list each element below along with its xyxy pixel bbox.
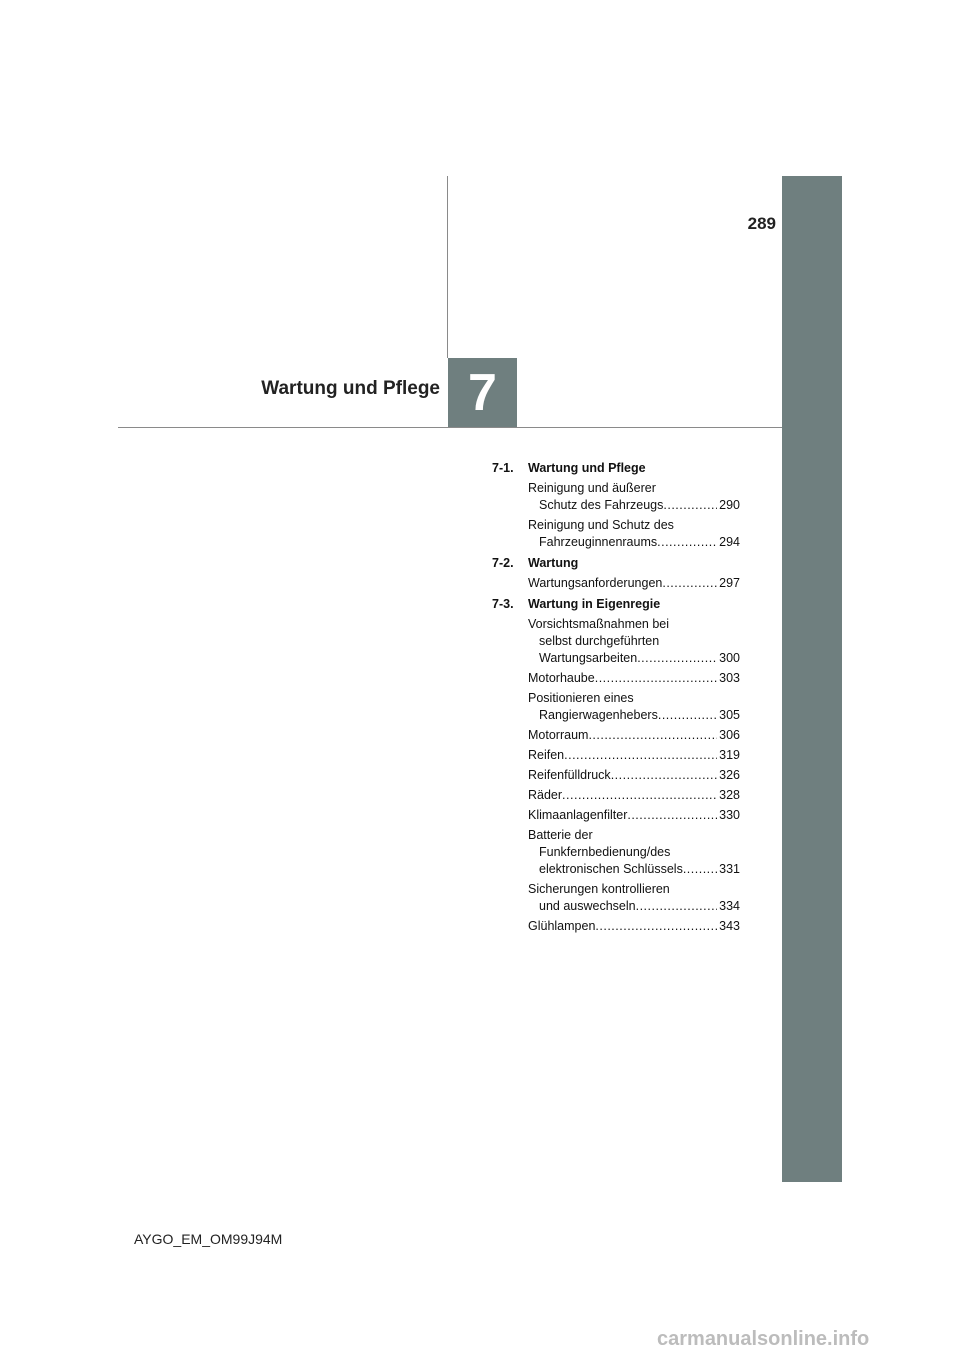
document-code: AYGO_EM_OM99J94M — [134, 1231, 283, 1247]
toc-page-number: 297 — [719, 576, 740, 590]
toc-entry-text: Reifen — [528, 748, 565, 762]
watermark: carmanualsonline.info — [657, 1328, 870, 1350]
horizontal-rule — [118, 427, 782, 428]
toc-dot-leader — [683, 861, 717, 878]
toc-entry-line — [528, 747, 740, 764]
toc-section — [492, 555, 740, 592]
toc-entry-text: Sicherungen kontrollieren — [528, 882, 670, 896]
toc-entry-line — [528, 497, 740, 514]
toc-entry-text: Klimaanlagenfilter — [528, 808, 628, 822]
toc-dot-leader — [636, 898, 718, 915]
toc-entry-line — [528, 707, 740, 724]
vertical-rule — [447, 176, 448, 358]
toc-dot-leader — [595, 670, 717, 687]
toc-section — [492, 460, 740, 551]
chapter-number-box — [448, 358, 517, 427]
toc-page-number: 300 — [719, 651, 740, 665]
toc-entry-line — [528, 575, 740, 592]
toc-dot-leader — [595, 918, 717, 935]
chapter-title: Wartung und Pflege — [261, 378, 440, 399]
toc-dot-leader — [564, 747, 717, 764]
toc-section-number: 7-3. — [492, 597, 514, 611]
toc-entry-text: Reinigung und Schutz des — [528, 518, 674, 532]
toc-page-number: 328 — [719, 788, 740, 802]
toc-entry[interactable] — [528, 918, 740, 935]
page-number: 289 — [747, 214, 776, 233]
toc-dot-leader — [663, 497, 717, 514]
toc-entry[interactable] — [528, 747, 740, 764]
toc-page-number: 290 — [719, 498, 740, 512]
toc-entry-text: Rangierwagenhebers — [539, 708, 658, 722]
toc-page-number: 334 — [719, 899, 740, 913]
toc-entry-line — [528, 861, 740, 878]
toc-page-number: 331 — [719, 862, 740, 876]
toc-dot-leader — [611, 767, 717, 784]
toc-entry-line — [528, 650, 740, 667]
toc-section-title: Wartung und Pflege — [528, 461, 646, 475]
toc-dot-leader — [657, 534, 717, 551]
toc-entry[interactable] — [528, 690, 740, 724]
toc-entry-text: Schutz des Fahrzeugs — [539, 498, 664, 512]
toc-dot-leader — [658, 707, 717, 724]
toc-entry-line — [528, 727, 740, 744]
toc-section-heading — [492, 596, 740, 613]
toc-entry[interactable] — [528, 480, 740, 514]
toc-page-number: 326 — [719, 768, 740, 782]
table-of-contents — [492, 460, 740, 939]
toc-page-number: 303 — [719, 671, 740, 685]
side-chapter-tab — [782, 176, 842, 1182]
toc-page-number: 306 — [719, 728, 740, 742]
toc-entry-line — [528, 898, 740, 915]
chapter-number: 7 — [468, 363, 497, 422]
toc-section-heading — [492, 555, 740, 572]
toc-section — [492, 596, 740, 935]
toc-entry[interactable] — [528, 787, 740, 804]
toc-page-number: 305 — [719, 708, 740, 722]
toc-entry[interactable] — [528, 807, 740, 824]
toc-entry-line — [528, 918, 740, 935]
toc-entry-text: Wartungsanforderungen — [528, 576, 663, 590]
toc-entry-text: Positionieren eines — [528, 691, 634, 705]
toc-section-heading — [492, 460, 740, 477]
toc-entry-text: elektronischen Schlüssels — [539, 862, 683, 876]
toc-dot-leader — [588, 727, 717, 744]
toc-dot-leader — [627, 807, 717, 824]
toc-entry-line — [528, 767, 740, 784]
toc-entry[interactable] — [528, 767, 740, 784]
toc-entry-text: selbst durchgeführten — [539, 634, 660, 648]
toc-entry-text: Funkfernbedienung/des — [539, 845, 671, 859]
toc-entry-text: Glühlampen — [528, 919, 596, 933]
toc-section-number: 7-1. — [492, 461, 514, 475]
toc-entry-text: Motorraum — [528, 728, 589, 742]
toc-entry-text: Wartungsarbeiten — [539, 651, 638, 665]
toc-entry-text: Fahrzeuginnenraums — [539, 535, 658, 549]
toc-dot-leader — [662, 575, 717, 592]
toc-entry[interactable] — [528, 575, 740, 592]
toc-entry-line — [528, 534, 740, 551]
toc-section-title: Wartung — [528, 556, 579, 570]
toc-section-number: 7-2. — [492, 556, 514, 570]
toc-entry-line — [528, 670, 740, 687]
toc-section-title: Wartung in Eigenregie — [528, 597, 661, 611]
toc-page-number: 294 — [719, 535, 740, 549]
toc-entry[interactable] — [528, 827, 740, 878]
toc-entry[interactable] — [528, 727, 740, 744]
toc-page-number: 319 — [719, 748, 740, 762]
toc-entry[interactable] — [528, 517, 740, 551]
toc-entry-line — [528, 787, 740, 804]
toc-dot-leader — [637, 650, 717, 667]
toc-entry[interactable] — [528, 616, 740, 667]
toc-entry-text: Reifenfülldruck — [528, 768, 611, 782]
toc-page-number: 330 — [719, 808, 740, 822]
toc-entry-line — [528, 807, 740, 824]
toc-entry-text: Reinigung und äußerer — [528, 481, 656, 495]
toc-entry[interactable] — [528, 881, 740, 915]
toc-entry-text: und auswechseln — [539, 899, 636, 913]
toc-entry-text: Räder — [528, 788, 563, 802]
toc-entry-text: Vorsichtsmaßnahmen bei — [528, 617, 670, 631]
toc-page-number: 343 — [719, 919, 740, 933]
toc-entry-text: Batterie der — [528, 828, 593, 842]
toc-entry-text: Motorhaube — [528, 671, 595, 685]
toc-entry[interactable] — [528, 670, 740, 687]
toc-dot-leader — [562, 787, 717, 804]
